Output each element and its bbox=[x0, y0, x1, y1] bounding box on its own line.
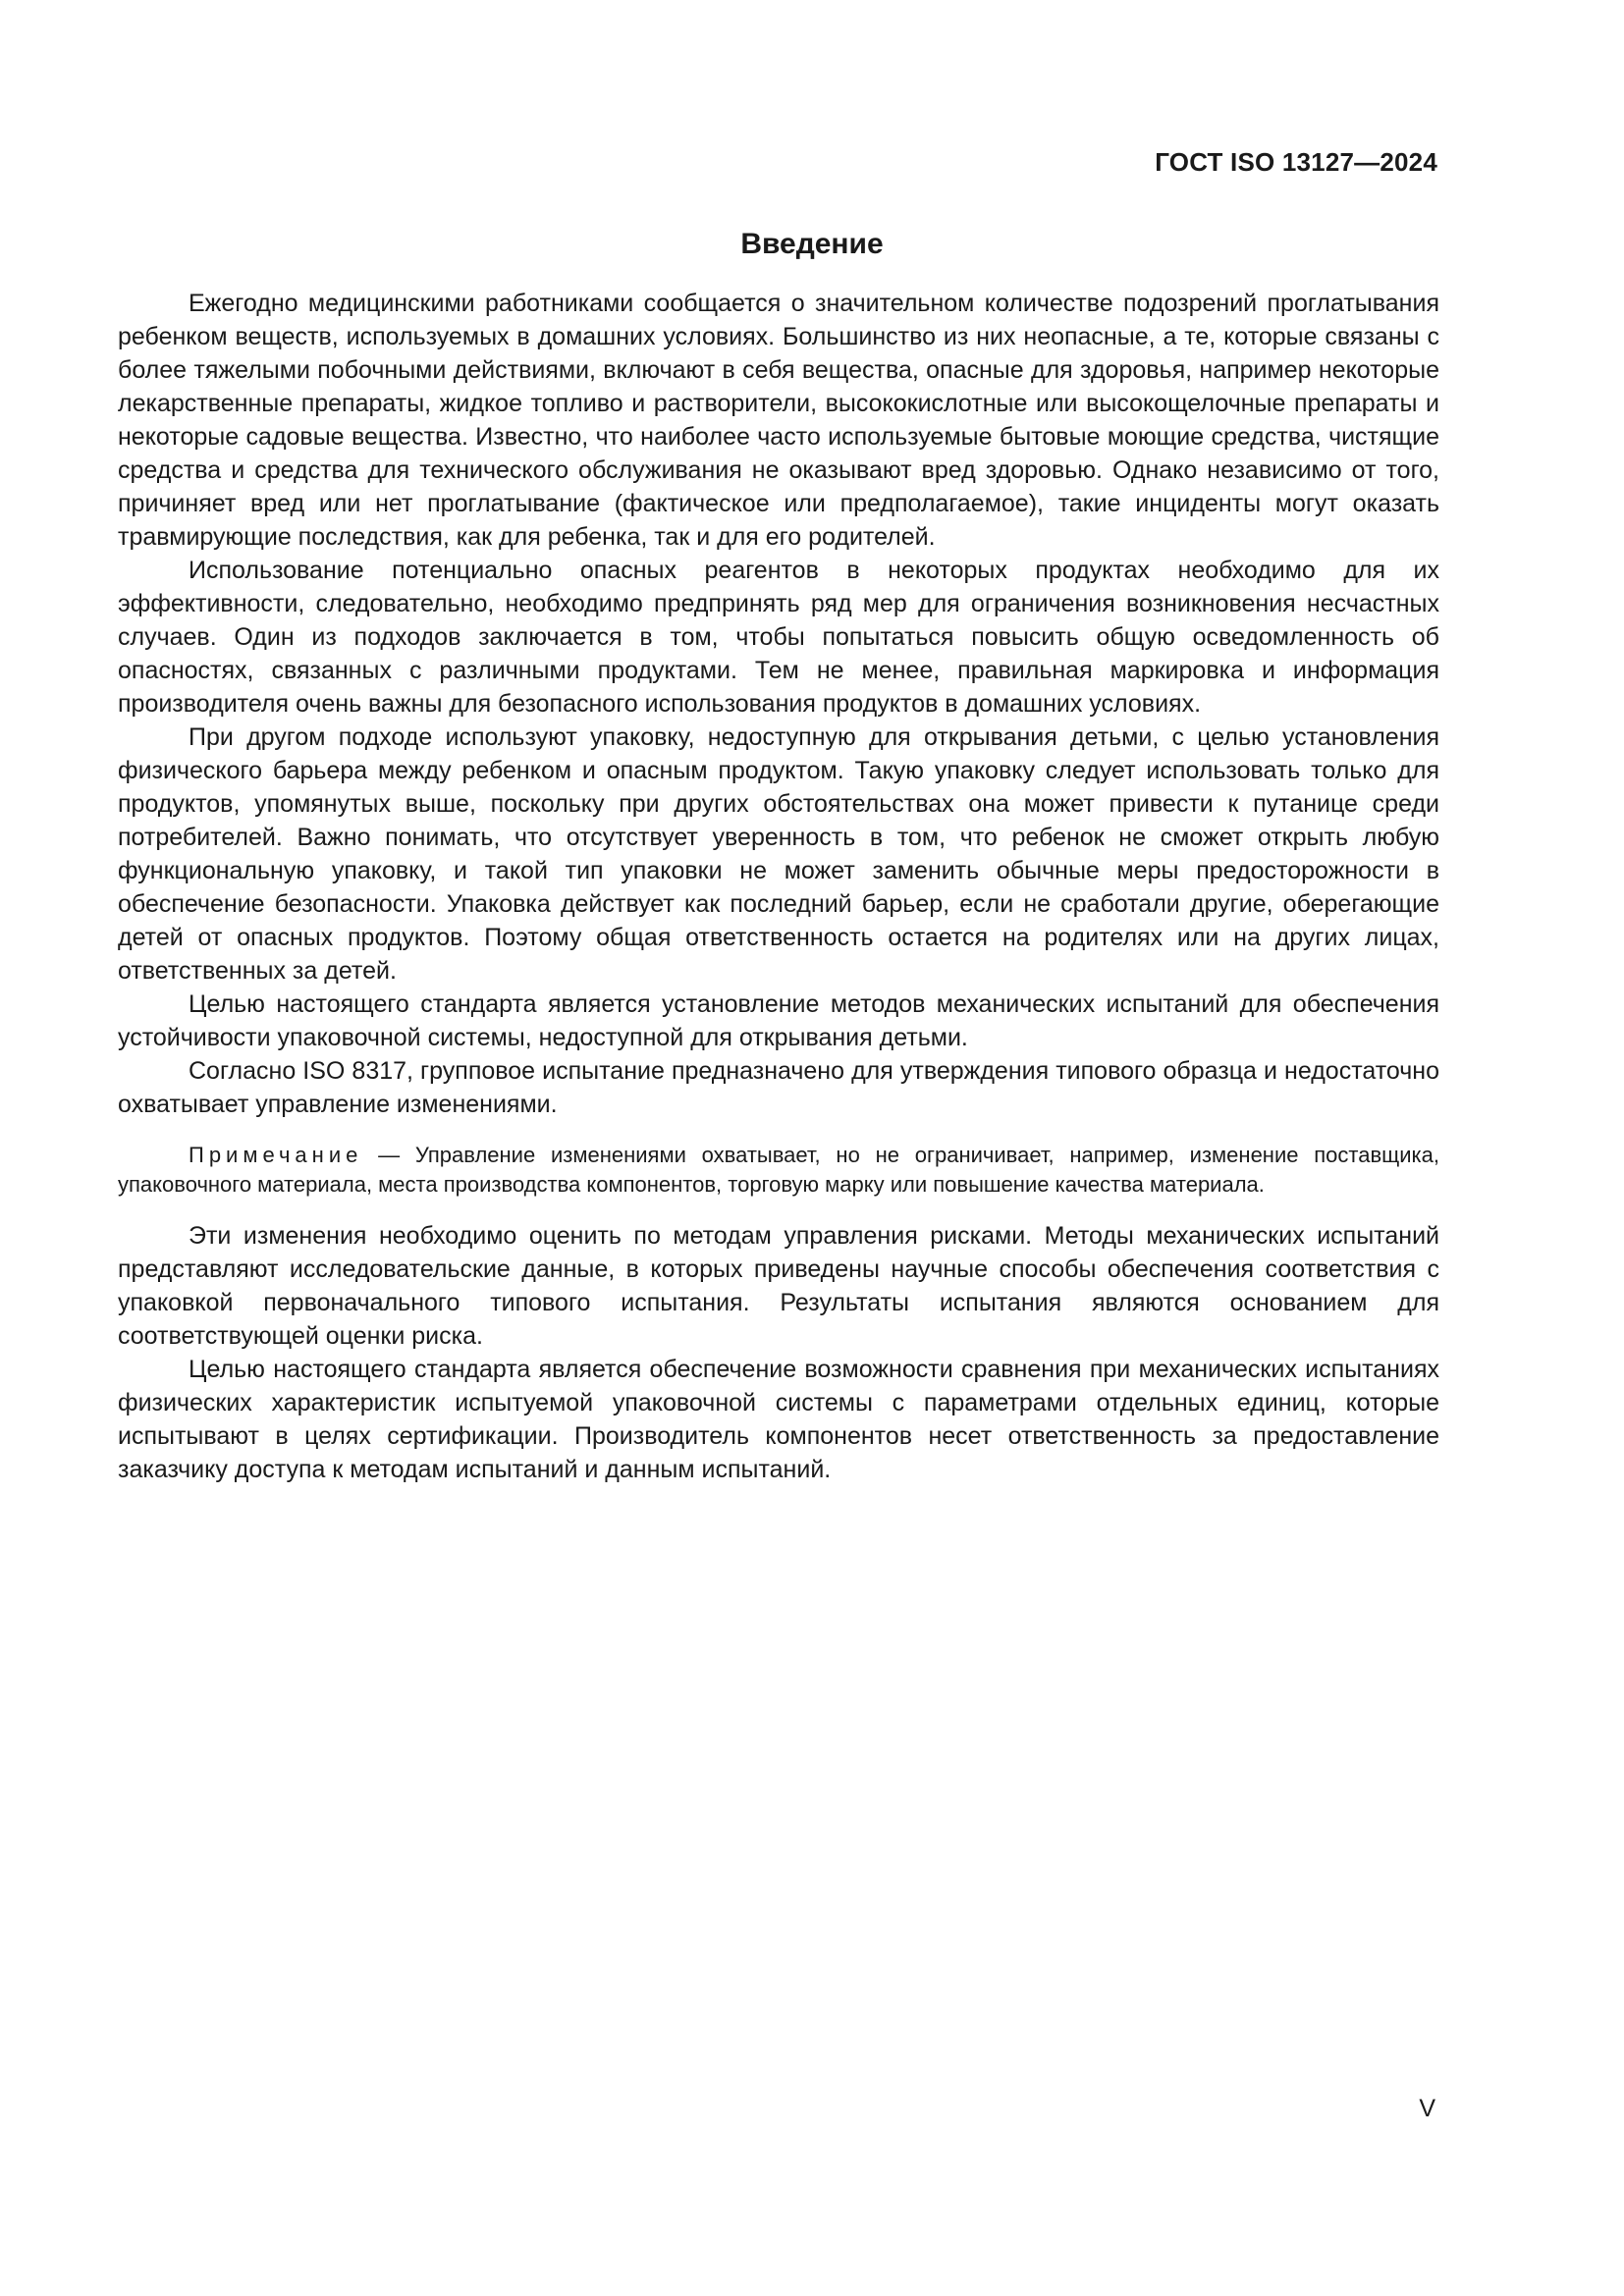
paragraph: Согласно ISO 8317, групповое испытание предназначено для утверждения типового образца и недостаточно охватывает управление изменениями. bbox=[118, 1057, 1439, 1118]
note bbox=[118, 1141, 1439, 1200]
paragraph: Ежегодно медицинскими работниками сообщается о значительном количестве подозрений проглатывания ребенком веществ, используемых в домашних условиях. Большинство из них неопасные, а те, которые связаны с более тяжелыми побочными действиями, включают в себя вещества, опасные для здоровья, например некоторые лекарственные препараты, жидкое топливо и растворители, высококислотные или высокощелочные препараты и некоторые садовые вещества. Известно, что наиболее часто используемые бытовые моющие средства, чистящие средства и средства для технического обслуживания не оказывают вред здоровью. Однако независимо от того, причиняет вред или нет проглатывание (фактическое или предполагаемое), такие инциденты могут оказать травмирующие последствия, как для ребенка, так и для его родителей. bbox=[118, 290, 1439, 551]
document-code: ГОСТ ISO 13127—2024 bbox=[1155, 147, 1437, 177]
note-text: Управление изменениями охватывает, но не ограничивает, например, изменение поставщика, упаковочного материала, места производства компонентов, торговую марку или повышение качества материала. bbox=[118, 1143, 1439, 1197]
paragraph: Целью настоящего стандарта является установление методов механических испытаний для обеспечения устойчивости упаковочной системы, недоступной для открывания детьми. bbox=[118, 990, 1439, 1051]
section-title: Введение bbox=[740, 228, 884, 260]
paragraph: Эти изменения необходимо оценить по методам управления рисками. Методы механических испытаний представляют исследовательские данные, в которых приведены научные способы обеспечения соответствия с упаковкой первоначального типового испытания. Результаты испытания являются основанием для соответствующей оценки риска. bbox=[118, 1222, 1439, 1350]
paragraph: Использование потенциально опасных реагентов в некоторых продуктах необходимо для их эффективности, следовательно, необходимо предпринять ряд мер для ограничения возникновения несчастных случаев. Один из подходов заключается в том, чтобы попытаться повысить общую осведомленность об опасностях, связанных с различными продуктами. Тем не менее, правильная маркировка и информация производителя очень важны для безопасного использования продуктов в домашних условиях. bbox=[118, 557, 1439, 718]
document-body bbox=[118, 287, 1439, 1486]
note-dash: — bbox=[362, 1143, 415, 1167]
paragraph: При другом подходе используют упаковку, недоступную для открывания детьми, с целью установления физического барьера между ребенком и опасным продуктом. Такую упаковку следует использовать только для продуктов, упомянутых выше, поскольку при других обстоятельствах она может привести к путанице среди потребителей. Важно понимать, что отсутствует уверенность в том, что ребенок не сможет открыть любую функциональную упаковку, и такой тип упаковки не может заменить обычные меры предосторожности в обеспечение безопасности. Упаковка действует как последний барьер, если не сработали другие, оберегающие детей от опасных продуктов. Поэтому общая ответственность остается на родителях или на других лицах, ответственных за детей. bbox=[118, 723, 1439, 985]
note-label: Примечание bbox=[189, 1143, 363, 1167]
paragraph: Целью настоящего стандарта является обеспечение возможности сравнения при механических испытаниях физических характеристик испытуемой упаковочной системы с параметрами отдельных единиц, которые испытывают в целях сертификации. Производитель компонентов несет ответственность за предоставление заказчику доступа к методам испытаний и данным испытаний. bbox=[118, 1356, 1439, 1483]
page-number: V bbox=[1419, 2095, 1435, 2122]
